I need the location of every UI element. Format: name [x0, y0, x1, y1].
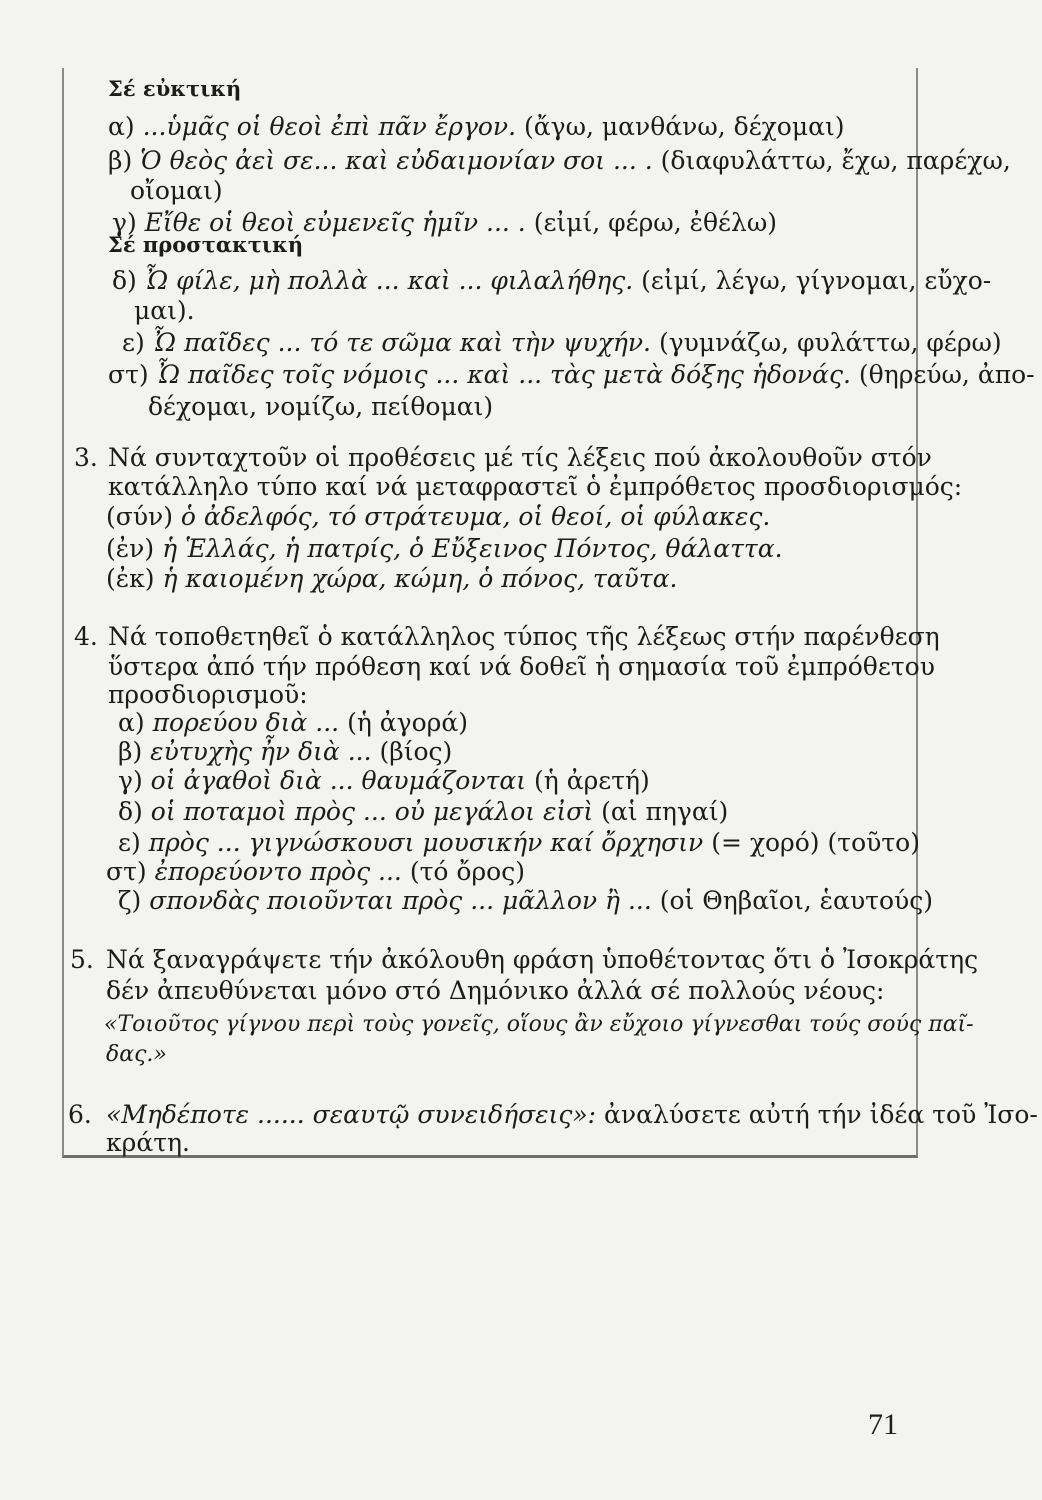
item-verbs: (εἰμί, φέρω, ἐθέλω): [533, 208, 777, 237]
ex4-instruction-1: Νά τοποθετηθεῖ ὁ κατάλληλος τύπος τῆς λέξεως στήν παρένθεση: [108, 622, 940, 651]
item-label: στ): [108, 360, 149, 389]
ex3-en-row: [106, 534, 783, 564]
item-label: β): [108, 146, 133, 175]
ex6-number: 6.: [68, 1100, 92, 1129]
ex3-instruction-2: κατάλληλο τύπο καί νά μεταφραστεῖ ὁ ἐμπρόθετος προσδιορισμός:: [108, 472, 963, 501]
imperative-heading: Σέ προστακτική: [108, 232, 304, 257]
item-label: β): [118, 737, 143, 766]
item-text: οἱ ποταμοὶ πρὸς ... οὐ μεγάλοι εἰσὶ: [150, 797, 594, 826]
ex4-instruction-2: ὕστερα ἀπό τήν πρόθεση καί νά δοθεῖ ἡ σημασία τοῦ ἐμπρόθετου: [108, 652, 935, 681]
item-word: (αἱ πηγαί): [601, 797, 729, 826]
item-label: ε): [122, 328, 145, 357]
ex2-item-a: [108, 112, 845, 142]
item-label: στ): [106, 857, 147, 886]
ex6-line-1: [106, 1100, 1038, 1130]
item-text: ...ὑμᾶς οἱ θεοὶ ἐπὶ πᾶν ἔργον.: [142, 112, 517, 141]
ex3-instruction-1: Νά συνταχτοῦν οἱ προθέσεις μέ τίς λέξεις πού ἀκολουθοῦν στόν: [108, 443, 932, 472]
item-word: (τό ὄρος): [409, 857, 525, 886]
words: ὁ ἀδελφός, τό στράτευμα, οἱ θεοί, οἱ φύλακες.: [180, 502, 771, 531]
ex2-item-b-cont: οἴομαι): [130, 176, 223, 205]
ex4-item-st: [106, 857, 525, 887]
item-label: δ): [112, 266, 137, 295]
ex2-item-e: [122, 328, 1002, 358]
item-verbs: (γυμνάζω, φυλάττω, φέρω): [658, 328, 1002, 357]
item-text: οἱ ἀγαθοὶ διὰ ... θαυμάζονται: [150, 766, 527, 795]
ex4-item-c: [118, 766, 650, 796]
ex5-number: 5.: [70, 945, 94, 974]
item-label: γ): [118, 766, 143, 795]
item-word: (βίος): [379, 737, 453, 766]
item-text: πορεύου διὰ ...: [152, 708, 340, 737]
item-label: δ): [118, 797, 143, 826]
item-text: Ὁ θεὸς ἀεὶ σε... καὶ εὐδαιμονίαν σοι ... .: [140, 146, 653, 175]
words: ἡ καιομένη χώρα, κώμη, ὁ πόνος, ταῦτα.: [162, 564, 678, 593]
preposition: (ἐν): [106, 534, 155, 563]
ex6-text: ἀναλύσετε αὐτή τήν ἰδέα τοῦ Ἰσο-: [604, 1100, 1038, 1129]
ex4-item-d: [118, 797, 728, 827]
item-verbs: (θηρεύω, ἀπο-: [858, 360, 1035, 389]
ex4-item-a: [118, 708, 468, 738]
ex3-sun-row: [106, 502, 770, 532]
ex3-ek-row: [106, 564, 677, 594]
item-label: ε): [118, 828, 141, 857]
item-verbs: (εἰμί, λέγω, γίγνομαι, εὔχο-: [641, 266, 992, 295]
ex5-quote-1: «Τοιοῦτος γίγνου περὶ τοὺς γονεῖς, οἵους ἂν εὔχοιο γίγνεσθαι τούς σούς παῖ-: [104, 1012, 974, 1037]
item-text: Ὦ παῖδες ... τό τε σῶμα καὶ τὴν ψυχήν.: [152, 328, 651, 357]
item-label: α): [108, 112, 135, 141]
item-text: Ὦ φίλε, μὴ πολλὰ ... καὶ ... φιλαλήθης.: [144, 266, 634, 295]
ex4-item-b: [118, 737, 452, 767]
ex2-item-st: [108, 360, 1035, 390]
ex4-item-e: [118, 828, 920, 858]
item-text: πρὸς ... γιγνώσκουσι μουσικήν καί ὄρχησιν: [148, 828, 704, 857]
item-label: α): [118, 708, 145, 737]
item-word: (ἡ ἀρετή): [534, 766, 650, 795]
ex4-item-z: [118, 886, 933, 916]
ex4-instruction-3: προσδιορισμοῦ:: [108, 680, 308, 709]
ex2-item-d-cont: μαι).: [134, 296, 195, 325]
item-label: γ): [112, 208, 137, 237]
ex2-item-b: [108, 146, 1011, 176]
ex4-number: 4.: [74, 622, 98, 651]
item-text: σπονδὰς ποιοῦνται πρὸς ... μᾶλλον ἢ ...: [149, 886, 652, 915]
ex5-instruction-1: Νά ξαναγράψετε τήν ἀκόλουθη φράση ὑποθέτοντας ὅτι ὁ Ἰσοκράτης: [106, 945, 979, 974]
ex2-item-d: [112, 266, 991, 296]
preposition: (σύν): [106, 502, 173, 531]
ex6-quote: «Μηδέποτε ...... σεαυτῷ συνειδήσεις»:: [106, 1100, 597, 1129]
item-word: (ἡ ἀγορά): [347, 708, 468, 737]
ex3-number: 3.: [74, 443, 98, 472]
item-word: (οἱ Θηβαῖοι, ἑαυτούς): [659, 886, 933, 915]
item-label: ζ): [118, 886, 142, 915]
item-word: (= χορό) (τοῦτο): [711, 828, 920, 857]
item-text: Εἴθε οἱ θεοὶ εὐμενεῖς ἡμῖν ... .: [144, 208, 526, 237]
page-number: 71: [868, 1408, 898, 1441]
ex6-line-2: κράτη.: [106, 1128, 190, 1157]
words: ἡ Ἑλλάς, ἡ πατρίς, ὁ Εὔξεινος Πόντος, θάλαττα.: [162, 534, 783, 563]
item-text: Ὦ παῖδες τοῖς νόμοις ... καὶ ... τὰς μετὰ δόξης ἡδονάς.: [156, 360, 851, 389]
optative-heading: Σέ εὐκτική: [108, 76, 242, 101]
item-text: ἐπορεύοντο πρὸς ...: [154, 857, 402, 886]
item-verbs: (διαφυλάττω, ἔχω, παρέχω,: [660, 146, 1011, 175]
preposition: (ἐκ): [106, 564, 155, 593]
ex5-instruction-2: δέν ἀπευθύνεται μόνο στό Δημόνικο ἀλλά σέ πολλούς νέους:: [106, 976, 885, 1005]
item-verbs: (ἄγω, μανθάνω, δέχομαι): [524, 112, 845, 141]
item-text: εὐτυχὴς ἦν διὰ ...: [150, 737, 372, 766]
ex5-quote-2: δας.»: [106, 1042, 167, 1067]
ex2-item-st-cont: δέχομαι, νομίζω, πείθομαι): [148, 392, 494, 421]
